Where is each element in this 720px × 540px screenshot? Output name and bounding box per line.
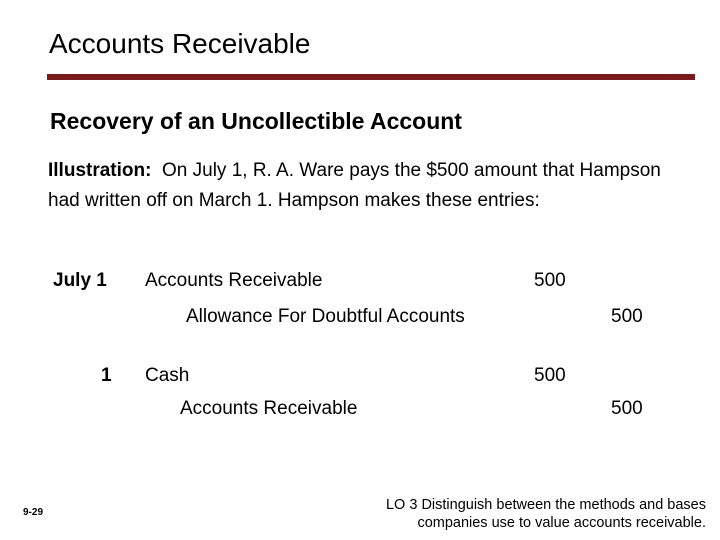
entry2-debit-amount: 500 [534,365,566,386]
entry2-credit-account: Accounts Receivable [180,398,358,419]
illustration-paragraph [48,156,668,216]
entry1-date: July 1 [53,270,107,291]
entry1-debit-account: Accounts Receivable [145,270,323,291]
entry1-debit-amount: 500 [534,270,566,291]
entry2-debit-account: Cash [145,365,190,386]
illustration-text: On July 1, R. A. Ware pays the $500 amount that Hampson had written off on March 1. Hampson makes these entries: [48,160,661,211]
learning-objective-line-2: companies use to value accounts receivable. [417,515,706,531]
entry1-credit-amount: 500 [611,306,643,327]
slide-subtitle: Recovery of an Uncollectible Account [50,108,462,134]
entry1-credit-account: Allowance For Doubtful Accounts [186,306,465,327]
slide-title: Accounts Receivable [49,28,311,59]
entry2-date: 1 [101,365,112,386]
learning-objective [386,496,706,532]
learning-objective-line-1: LO 3 Distinguish between the methods and bases [385,497,706,513]
page-number: 9-29 [23,507,44,518]
entry2-credit-amount: 500 [611,398,643,419]
illustration-lead: Illustration: [48,160,152,181]
title-divider [47,74,695,80]
